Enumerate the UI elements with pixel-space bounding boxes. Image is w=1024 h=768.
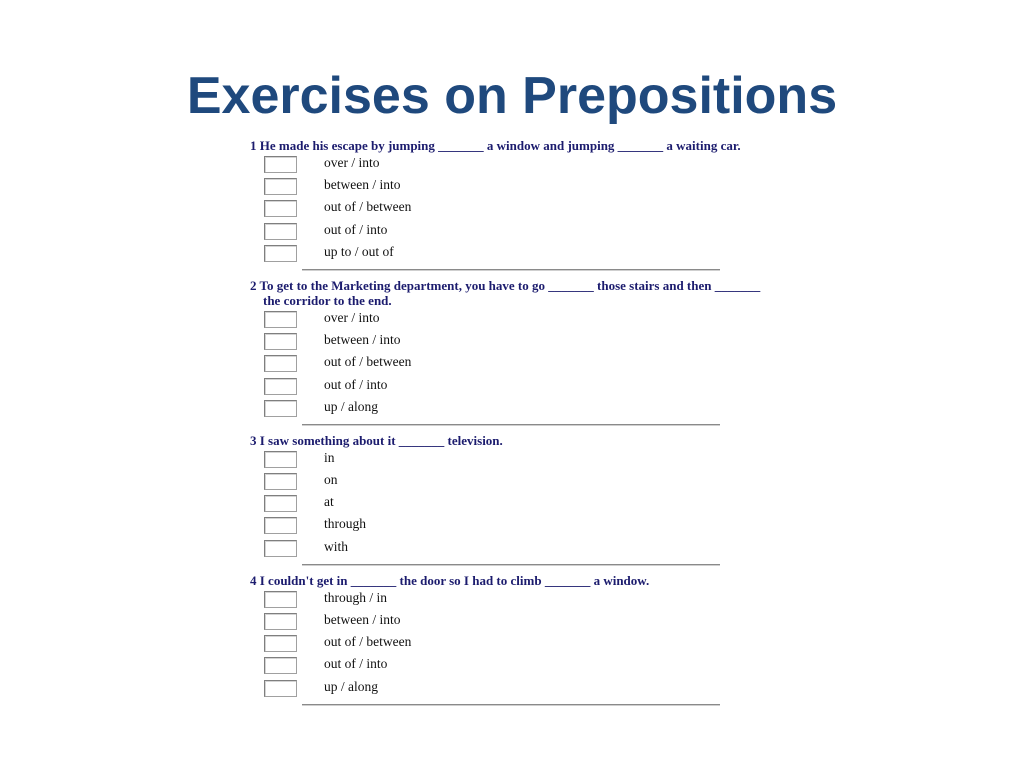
checkbox[interactable] <box>264 635 297 652</box>
option[interactable] <box>250 154 780 176</box>
option[interactable] <box>250 538 780 560</box>
divider <box>302 564 720 566</box>
option[interactable] <box>250 611 780 633</box>
option-label: in <box>324 449 335 465</box>
question-text: 3 I saw something about it _______ television. <box>250 432 503 448</box>
checkbox[interactable] <box>264 451 297 468</box>
question-3 <box>250 433 780 566</box>
checkbox[interactable] <box>264 245 297 262</box>
option-label: through / in <box>324 589 387 605</box>
option[interactable] <box>250 198 780 220</box>
checkbox[interactable] <box>264 613 297 630</box>
option-label: out of / into <box>324 656 388 672</box>
checkbox[interactable] <box>264 311 297 328</box>
divider <box>302 424 720 426</box>
option[interactable] <box>250 678 780 700</box>
checkbox[interactable] <box>264 540 297 557</box>
option[interactable] <box>250 331 780 353</box>
option[interactable] <box>250 176 780 198</box>
option-label: out of / between <box>324 634 412 650</box>
options-list <box>250 309 780 420</box>
checkbox[interactable] <box>264 495 297 512</box>
checkbox[interactable] <box>264 156 297 173</box>
option[interactable] <box>250 515 780 537</box>
option-label: between / into <box>324 612 401 627</box>
option-label: up / along <box>324 398 378 414</box>
option[interactable] <box>250 449 780 471</box>
option-label: through <box>324 516 366 532</box>
checkbox[interactable] <box>264 680 297 697</box>
question-text: 1 He made his escape by jumping _______ a window and jumping _______ a waiting car. <box>250 138 741 153</box>
question-4 <box>250 573 780 706</box>
option-label: out of / into <box>324 376 388 392</box>
option-label: out of / between <box>324 199 412 215</box>
options-list <box>250 589 780 700</box>
question-2 <box>250 278 780 426</box>
option[interactable] <box>250 243 780 265</box>
checkbox[interactable] <box>264 400 297 417</box>
option[interactable] <box>250 353 780 375</box>
checkbox[interactable] <box>264 178 297 195</box>
option-label: between / into <box>324 332 401 348</box>
checkbox[interactable] <box>264 591 297 608</box>
option-label: out of / between <box>324 354 412 370</box>
option-label: up / along <box>324 678 378 694</box>
options-list <box>250 154 780 265</box>
checkbox[interactable] <box>264 333 297 350</box>
option[interactable] <box>250 633 780 655</box>
option[interactable] <box>250 655 780 677</box>
divider <box>302 269 720 271</box>
option[interactable] <box>250 589 780 611</box>
checkbox[interactable] <box>264 355 297 372</box>
option-label: over / into <box>324 309 380 325</box>
checkbox[interactable] <box>264 517 297 534</box>
checkbox[interactable] <box>264 378 297 395</box>
divider <box>302 704 720 706</box>
option[interactable] <box>250 221 780 243</box>
option-label: out of / into <box>324 221 388 237</box>
question-text: 2 To get to the Marketing department, you have to go _______ those stairs and then _______ the corridor to the end. <box>250 277 761 308</box>
option[interactable] <box>250 471 780 493</box>
checkbox[interactable] <box>264 473 297 490</box>
option[interactable] <box>250 398 780 420</box>
quiz <box>250 138 780 706</box>
option-label: up to / out of <box>324 243 394 259</box>
question-text: 4 I couldn't get in _______ the door so I had to climb _______ a window. <box>250 572 650 588</box>
question-1 <box>250 138 780 271</box>
option-label: at <box>324 494 334 510</box>
option-label: between / into <box>324 177 401 193</box>
page-title: Exercises on Prepositions <box>186 67 838 125</box>
option[interactable] <box>250 493 780 515</box>
option-label: on <box>324 472 338 488</box>
checkbox[interactable] <box>264 223 297 240</box>
option[interactable] <box>250 309 780 331</box>
option-label: with <box>324 538 349 554</box>
checkbox[interactable] <box>264 200 297 217</box>
checkbox[interactable] <box>264 657 297 674</box>
option-label: over / into <box>324 155 380 170</box>
option[interactable] <box>250 376 780 398</box>
options-list <box>250 449 780 560</box>
